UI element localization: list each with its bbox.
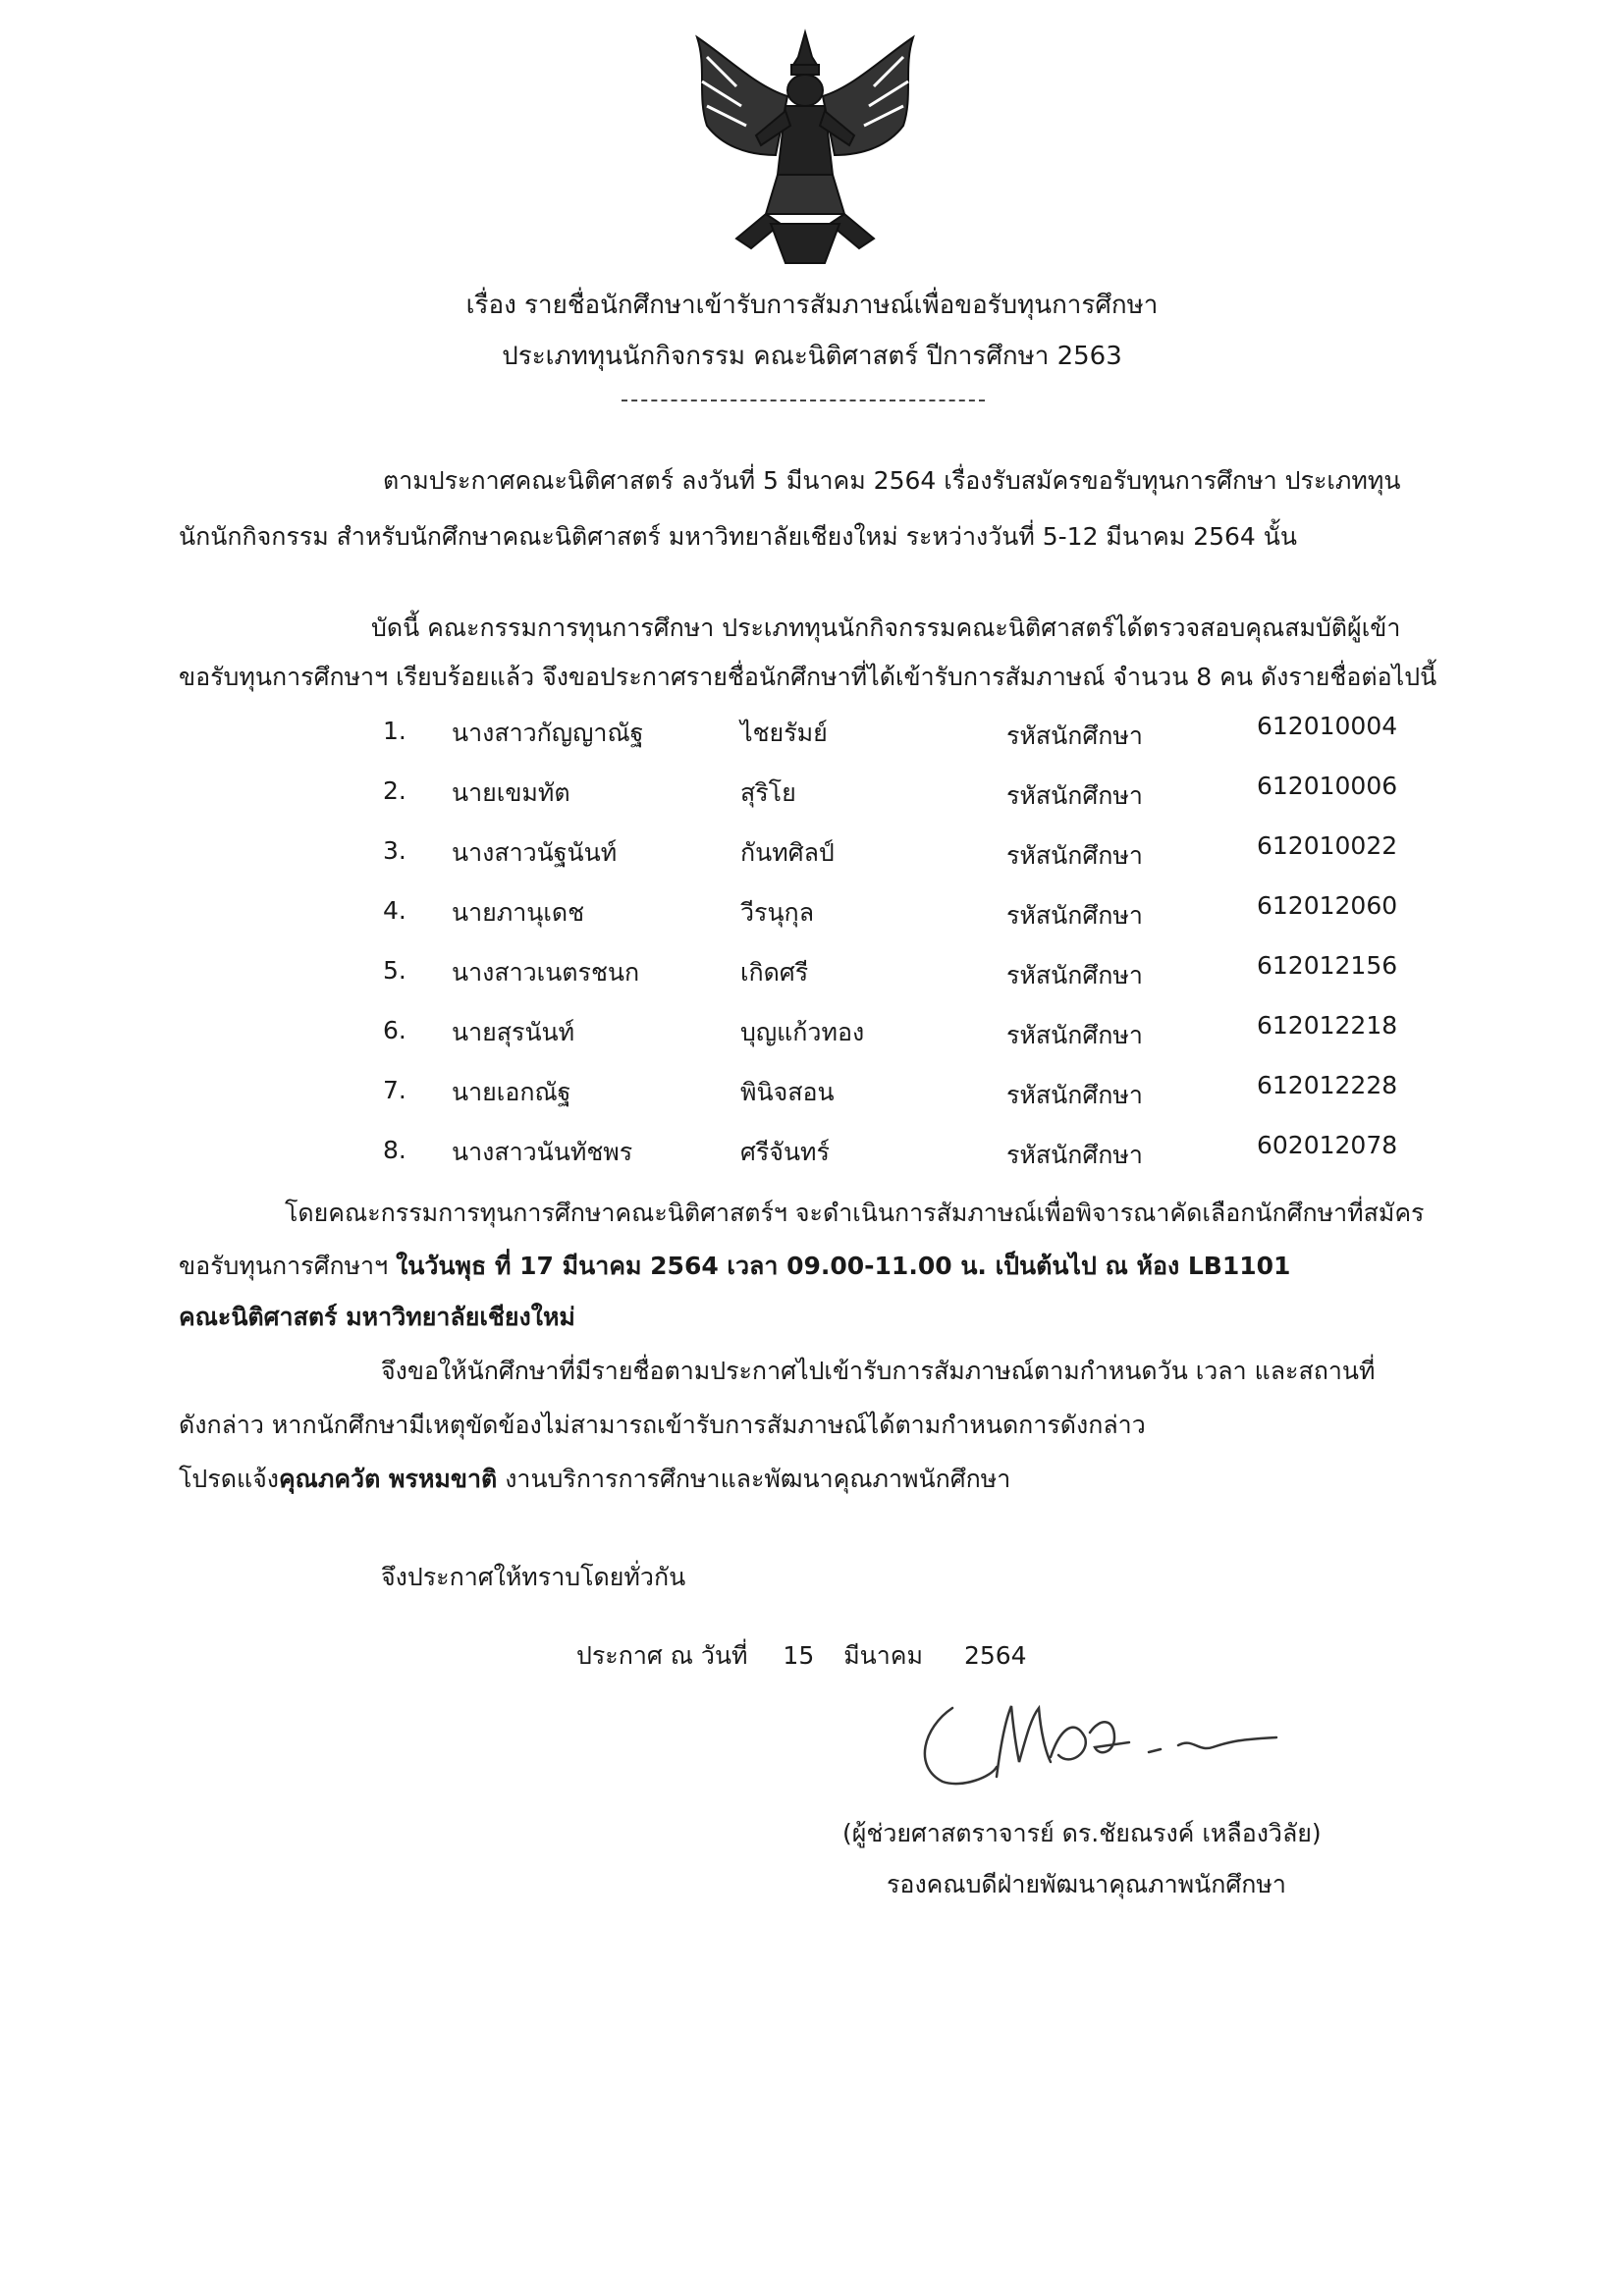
student-first-name: นายเขมทัต: [452, 778, 570, 807]
contact-suffix: งานบริการการศึกษาและพัฒนาคุณภาพนักศึกษา: [497, 1465, 1011, 1493]
contact-person: คุณภควัต พรหมขาติ: [278, 1465, 498, 1493]
student-id-label: รหัสนักศึกษา: [1006, 841, 1143, 870]
student-first-name: นายภานุเดช: [452, 898, 585, 927]
student-last-name: ศรีจันทร์: [740, 1138, 830, 1166]
date-month: มีนาคม: [843, 1641, 923, 1670]
student-no: 7.: [383, 1076, 406, 1104]
interview-line-2: [179, 1247, 1290, 1286]
signatory-name: (ผู้ช่วยศาสตราจารย์ ดร.ชัยณรงค์ เหลืองวิลัย): [842, 1819, 1322, 1847]
student-no: 1.: [383, 717, 406, 745]
student-no: 2.: [383, 776, 406, 805]
student-no: 5.: [383, 956, 406, 985]
interview-date-time-room: ในวันพุธ ที่ 17 มีนาคม 2564 เวลา 09.00-11.00 น. เป็นต้นไป ณ ห้อง LB1101: [396, 1252, 1291, 1280]
interview-line-2-prefix: ขอรับทุนการศึกษาฯ: [179, 1252, 397, 1280]
student-last-name: กันทศิลป์: [740, 838, 835, 867]
student-first-name: นายเอกณัฐ: [452, 1078, 571, 1106]
announce-line-1: บัดนี้ คณะกรรมการทุนการศึกษา ประเภททุนนักกิจกรรมคณะนิติศาสตร์ได้ตรวจสอบคุณสมบัติผู้เข้า: [371, 614, 1401, 642]
student-first-name: นางสาวกัญญาณัฐ: [452, 719, 644, 747]
announce-all: จึงประกาศให้ทราบโดยทั่วกัน: [381, 1563, 686, 1591]
student-id-label: รหัสนักศึกษา: [1006, 901, 1143, 930]
date-year: 2564: [963, 1641, 1027, 1670]
contact-line-2: ดังกล่าว หากนักศึกษามีเหตุขัดข้องไม่สามารถเข้ารับการสัมภาษณ์ได้ตามกำหนดการดังกล่าว: [179, 1411, 1146, 1439]
student-last-name: เกิดศรี: [740, 958, 809, 987]
student-id: 612010022: [1257, 831, 1398, 860]
divider: [622, 400, 985, 401]
student-id-label: รหัสนักศึกษา: [1006, 1081, 1143, 1109]
student-id: 602012078: [1257, 1131, 1398, 1159]
title-line-1: เรื่อง รายชื่อนักศึกษาเข้ารับการสัมภาษณ์เพื่อขอรับทุนการศึกษา: [465, 291, 1159, 320]
student-last-name: สุริโย: [740, 778, 796, 807]
student-id: 612012060: [1257, 891, 1398, 920]
contact-prefix: โปรดแจ้ง: [179, 1465, 279, 1493]
student-last-name: วีรนุกุล: [740, 898, 815, 927]
student-last-name: พินิจสอน: [740, 1078, 835, 1106]
student-first-name: นายสุรนันท์: [452, 1018, 575, 1046]
student-first-name: นางสาวเนตรชนก: [452, 958, 640, 987]
signature-icon: [903, 1659, 1296, 1806]
student-first-name: นางสาวนันทัชพร: [452, 1138, 633, 1166]
student-last-name: ไชยรัมย์: [740, 719, 828, 747]
student-no: 4.: [383, 896, 406, 925]
student-first-name: นางสาวนัฐนันท์: [452, 838, 618, 867]
intro-line-1: ตามประกาศคณะนิติศาสตร์ ลงวันที่ 5 มีนาคม 2564 เรื่องรับสมัครขอรับทุนการศึกษา ประเภททุน: [383, 466, 1401, 495]
title-line-2: ประเภททุนนักกิจกรรม คณะนิติศาสตร์ ปีการศึกษา 2563: [502, 342, 1122, 371]
student-id-label: รหัสนักศึกษา: [1006, 1021, 1143, 1049]
intro-line-2: นักนักกิจกรรม สำหรับนักศึกษาคณะนิติศาสตร์ มหาวิทยาลัยเชียงใหม่ ระหว่างวันที่ 5-12 มีนาคม 2564 นั้น: [179, 522, 1297, 551]
announce-line-2: ขอรับทุนการศึกษาฯ เรียบร้อยแล้ว จึงขอประกาศรายชื่อนักศึกษาที่ได้เข้ารับการสัมภาษณ์ จำนวน 8 คน ดังรายชื่อต่อไปนี้: [179, 663, 1437, 691]
student-id: 612012156: [1257, 951, 1398, 980]
student-id-label: รหัสนักศึกษา: [1006, 781, 1143, 810]
student-id-label: รหัสนักศึกษา: [1006, 721, 1143, 750]
student-no: 6.: [383, 1016, 406, 1044]
interview-line-1: โดยคณะกรรมการทุนการศึกษาคณะนิติศาสตร์ฯ จะดำเนินการสัมภาษณ์เพื่อพิจารณาคัดเลือกนักศึกษาที่สมัคร: [285, 1199, 1425, 1227]
interview-location: คณะนิติศาสตร์ มหาวิทยาลัยเชียงใหม่: [179, 1303, 575, 1331]
contact-line-3: [179, 1460, 1010, 1499]
student-id-label: รหัสนักศึกษา: [1006, 961, 1143, 989]
student-id: 612012218: [1257, 1011, 1398, 1040]
student-id-label: รหัสนักศึกษา: [1006, 1141, 1143, 1169]
student-last-name: บุญแก้วทอง: [740, 1018, 865, 1046]
student-id: 612012228: [1257, 1071, 1398, 1099]
garuda-emblem-icon: [677, 27, 933, 269]
contact-line-1: จึงขอให้นักศึกษาที่มีรายชื่อตามประกาศไปเข้ารับการสัมภาษณ์ตามกำหนดวัน เวลา และสถานที่: [381, 1357, 1376, 1385]
student-id: 612010006: [1257, 772, 1398, 800]
student-no: 8.: [383, 1136, 406, 1164]
date-day: 15: [783, 1641, 815, 1670]
student-no: 3.: [383, 836, 406, 865]
signatory-position: รองคณบดีฝ่ายพัฒนาคุณภาพนักศึกษา: [887, 1870, 1286, 1898]
date-label: ประกาศ ณ วันที่: [576, 1641, 748, 1670]
student-id: 612010004: [1257, 712, 1398, 740]
